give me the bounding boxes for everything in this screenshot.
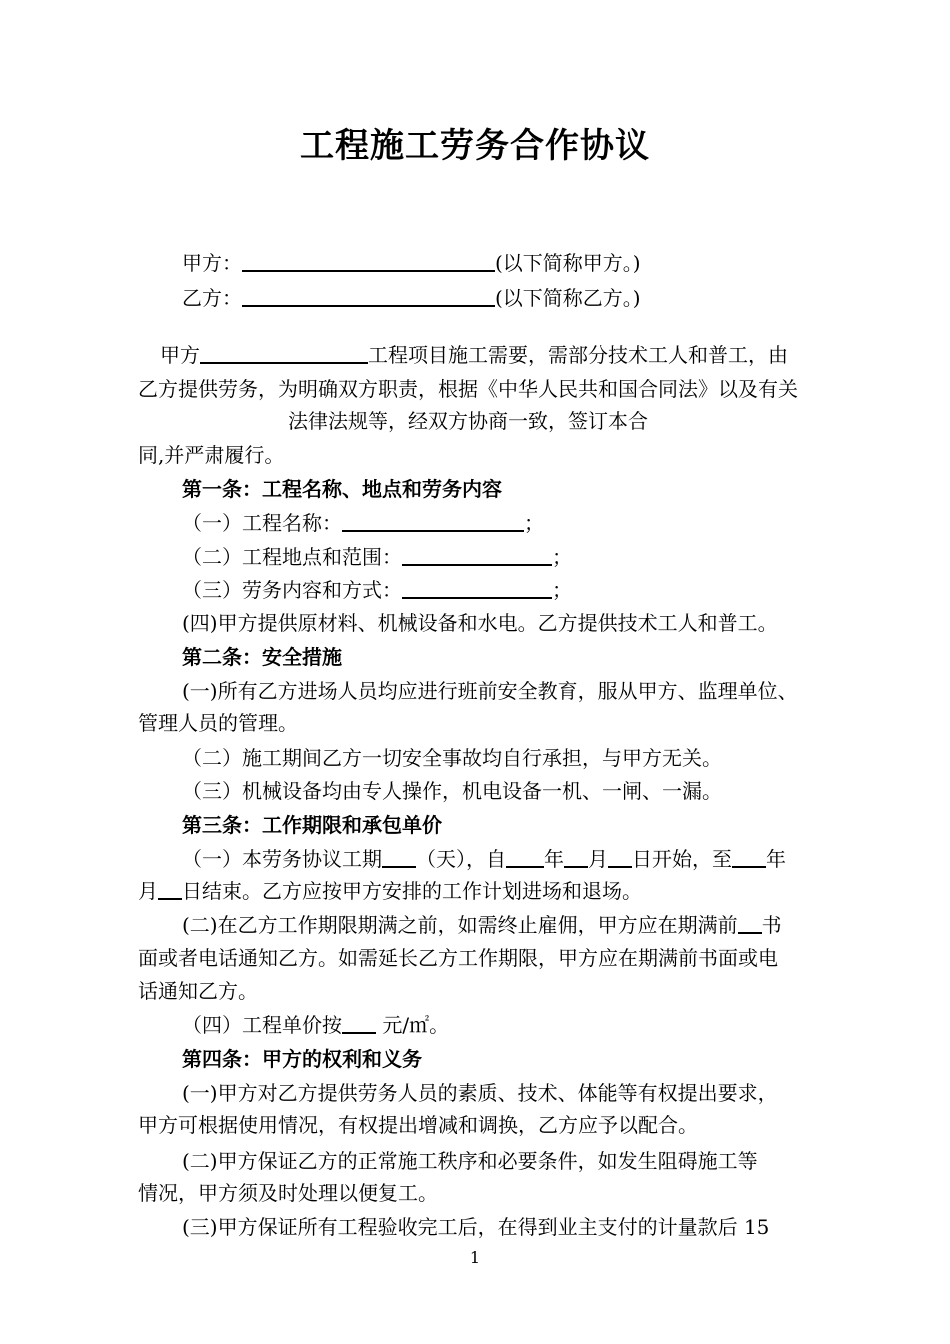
art1-item-2 [182, 542, 572, 572]
start-month-blank [564, 846, 588, 868]
party-b-suffix: (以下简称乙方。) [495, 286, 641, 310]
party-a-suffix: (以下简称甲方。) [495, 251, 641, 275]
item-text: 日开始，至 [632, 847, 732, 871]
intro-line-3: 法律法规等，经双方协商一致，签订本合 [288, 409, 648, 433]
article-1-heading: 第一条：工程名称、地点和劳务内容 [182, 477, 502, 501]
item-text: 月 [588, 847, 608, 871]
item-text: 年 [766, 847, 786, 871]
start-day-blank [608, 846, 632, 868]
item-text: （一）本劳务协议工期 [182, 847, 382, 871]
party-a-line [182, 248, 641, 278]
party-a-blank [242, 250, 495, 272]
item-label: （三）劳务内容和方式： [182, 578, 402, 602]
item-punct: ； [552, 578, 572, 602]
art3-item-2-line-1 [182, 910, 782, 940]
art4-item-1-line-2: 甲方可根据使用情况，有权提出增减和调换，乙方应予以配合。 [138, 1113, 698, 1137]
art1-item-3 [182, 575, 572, 605]
item-text: 日结束。乙方应按甲方安排的工作计划进场和退场。 [182, 879, 642, 903]
art4-item-1-line-1: (一)甲方对乙方提供劳务人员的素质、技术、体能等有权提出要求， [182, 1081, 778, 1105]
party-a-label: 甲方： [182, 251, 242, 275]
intro-line-2: 乙方提供劳务，为明确双方职责，根据《中华人民共和国合同法》以及有关 [138, 377, 798, 401]
party-b-line [182, 283, 641, 313]
art3-item-4 [182, 1010, 449, 1040]
article-3-heading: 第三条：工作期限和承包单价 [182, 813, 442, 837]
art4-item-2-line-2: 情况，甲方须及时处理以便复工。 [138, 1181, 438, 1205]
project-name-blank [342, 510, 524, 532]
document-title: 工程施工劳务合作协议 [300, 126, 650, 166]
item-text: （四）工程单价按 [182, 1013, 342, 1037]
art3-item-1-line-2 [138, 876, 642, 906]
art1-item-4: (四)甲方提供原材料、机械设备和水电。乙方提供技术工人和普工。 [182, 611, 778, 635]
art1-item-1 [182, 508, 544, 538]
intro-line-4: 同,并严肃履行。 [138, 443, 285, 467]
start-year-blank [506, 846, 544, 868]
art2-item-3: （三）机械设备均由专人操作，机电设备一机、一闸、一漏。 [182, 779, 722, 803]
item-text: 年 [544, 847, 564, 871]
art4-item-2-line-1: (二)甲方保证乙方的正常施工秩序和必要条件，如发生阻碍施工等 [182, 1149, 758, 1173]
item-text: 元/㎡。 [376, 1013, 450, 1037]
art3-item-2-line-2: 面或者电话通知乙方。如需延长乙方工作期限，甲方应在期满前书面或电 [138, 946, 778, 970]
item-text: 书 [761, 913, 782, 937]
intro-text: 甲方 [160, 343, 200, 367]
art3-item-1-line-1 [182, 844, 786, 874]
end-day-blank [158, 878, 182, 900]
item-text: 月 [138, 879, 158, 903]
art2-item-1-line-2: 管理人员的管理。 [138, 711, 298, 735]
item-punct: ； [524, 511, 544, 535]
item-text: （天），自 [416, 847, 506, 871]
article-2-heading: 第二条：安全措施 [182, 645, 342, 669]
duration-blank [382, 846, 416, 868]
end-year-blank [732, 846, 766, 868]
item-punct: ； [552, 545, 572, 569]
page-number: 1 [469, 1248, 481, 1267]
article-4-heading: 第四条：甲方的权利和义务 [182, 1047, 422, 1071]
party-b-label: 乙方： [182, 286, 242, 310]
item-label: （一）工程名称： [182, 511, 342, 535]
art2-item-1-line-1: (一)所有乙方进场人员均应进行班前安全教育，服从甲方、监理单位、 [182, 679, 798, 703]
unit-price-blank [342, 1012, 376, 1034]
art2-item-2: （二）施工期间乙方一切安全事故均自行承担，与甲方无关。 [182, 746, 722, 770]
labor-content-blank [402, 577, 552, 599]
project-blank [200, 342, 368, 364]
item-label: （二）工程地点和范围： [182, 545, 402, 569]
intro-text: 工程项目施工需要，需部分技术工人和普工，由 [368, 343, 788, 367]
party-b-blank [242, 285, 495, 307]
notice-days-blank [738, 912, 762, 934]
art4-item-3-line-1: (三)甲方保证所有工程验收完工后，在得到业主支付的计量款后 15 [182, 1215, 770, 1239]
art3-item-2-line-3: 话通知乙方。 [138, 979, 258, 1003]
project-location-blank [402, 544, 552, 566]
intro-line-1 [160, 340, 788, 370]
item-text: (二)在乙方工作期限期满之前，如需终止雇佣，甲方应在期满前 [182, 913, 738, 937]
